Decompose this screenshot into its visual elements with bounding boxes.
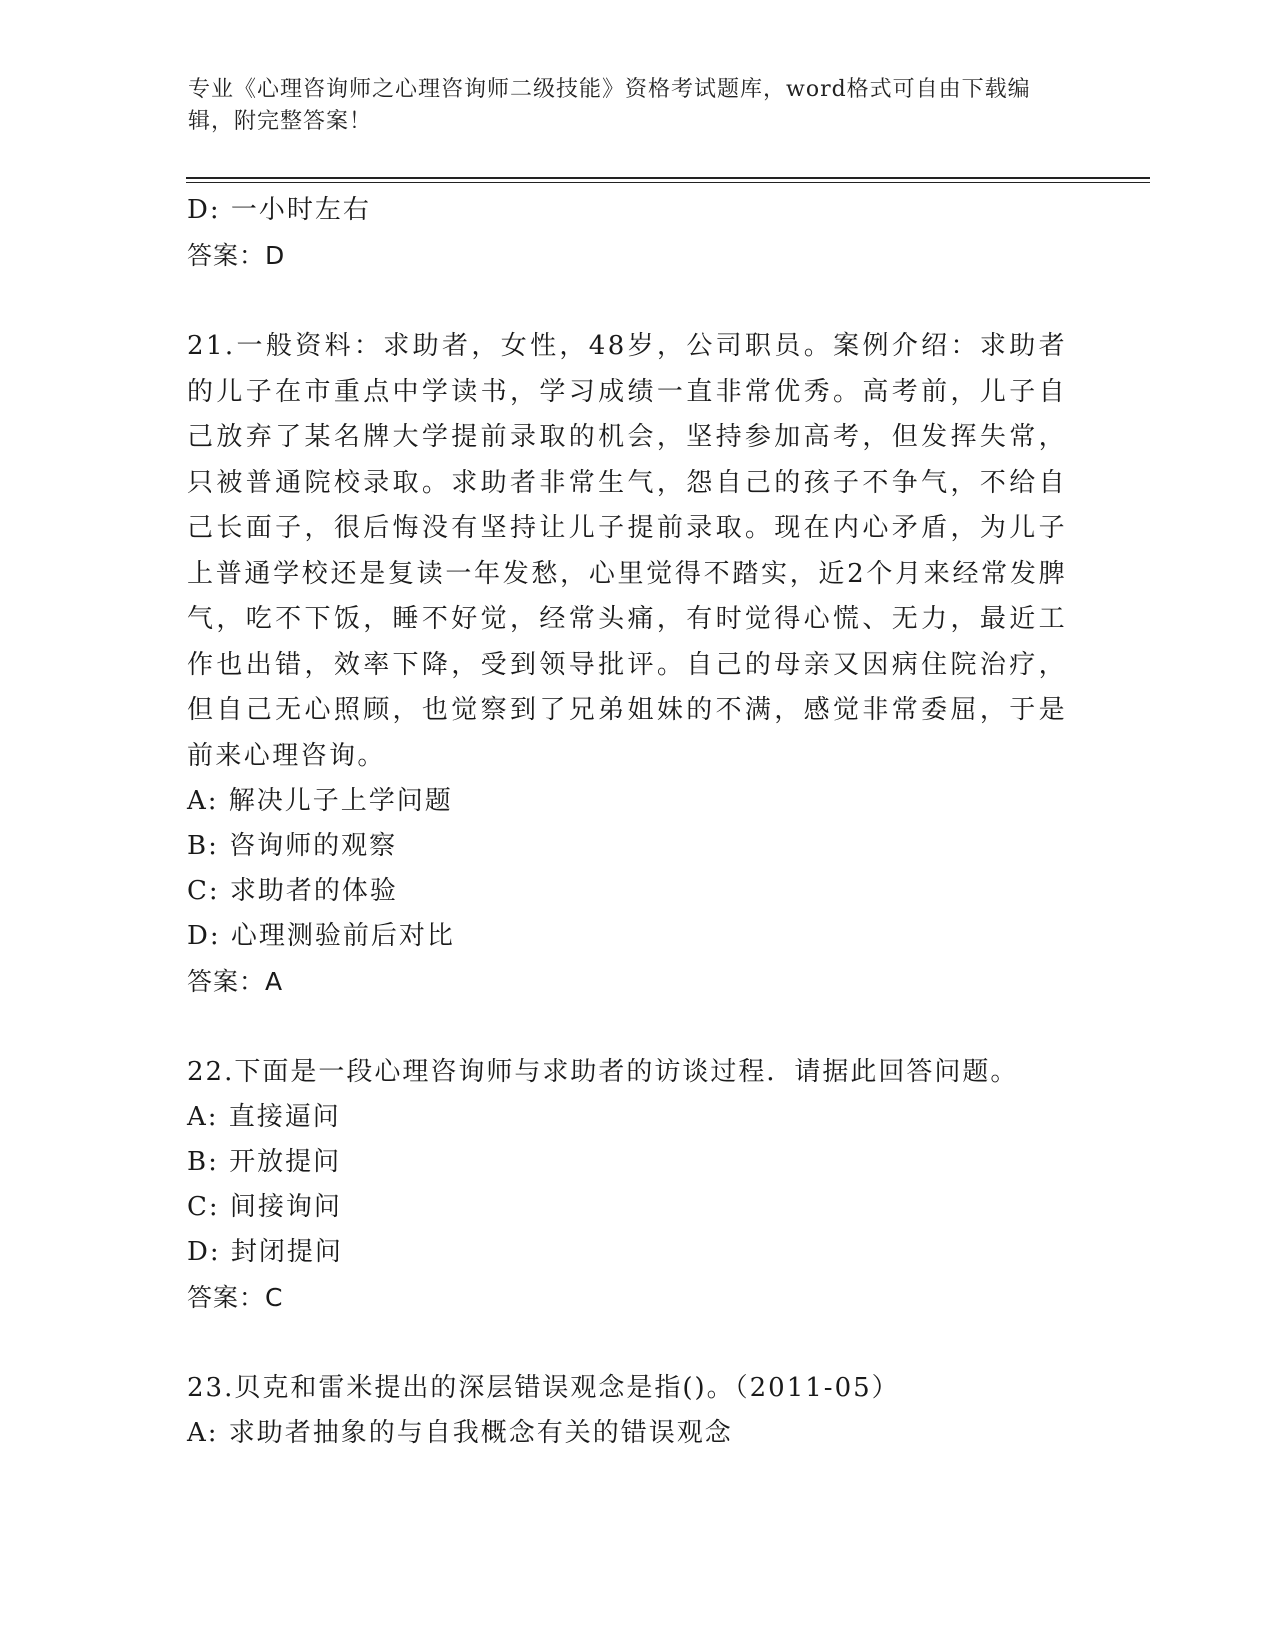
question-22 — [187, 1050, 1087, 1321]
question-content — [187, 188, 1087, 1456]
prev-answer: 答案：D — [187, 241, 286, 270]
question-23-option-a: A: 求助者抽象的与自我概念有关的错误观念 — [187, 1418, 733, 1448]
question-21-option-c: C: 求助者的体验 — [187, 876, 398, 906]
question-21-answer: 答案：A — [187, 967, 284, 996]
question-21 — [187, 324, 1087, 1005]
question-22-option-a: A: 直接逼问 — [187, 1102, 341, 1132]
spacer — [187, 279, 1087, 324]
question-22-stem: 22.下面是一段心理咨询师与求助者的访谈过程．请据此回答问题。 — [187, 1057, 1019, 1087]
question-22-option-c: C: 间接询问 — [187, 1192, 342, 1222]
header-divider-thin — [186, 182, 1150, 183]
spacer — [187, 1005, 1087, 1050]
question-21-option-a: A: 解决儿子上学问题 — [187, 786, 453, 816]
question-22-option-b: B: 开放提问 — [187, 1147, 342, 1177]
prev-option-d: D: 一小时左右 — [187, 195, 371, 225]
question-22-answer: 答案：C — [187, 1283, 284, 1312]
question-21-stem: 21.一般资料：求助者，女性，48岁，公司职员。案例介绍：求助者的儿子在市重点中学读书，学习成绩一直非常优秀。高考前，儿子自己放弃了某名牌大学提前录取的机会，坚持参加高考，但发挥失常，只被普通院校录取。求助者非常生气，怨自己的孩子不争气，不给自己长面子，很后悔没有坚持让儿子提前录取。现在内心矛盾，为儿子上普通学校还是复读一年发愁，心里觉得不踏实，近2个月来经常发脾气，吃不下饭，睡不好觉，经常头痛，有时觉得心慌、无力，最近工作也出错，效率下降，受到领导批评。自己的母亲又因病住院治疗，但自己无心照顾，也觉察到了兄弟姐妹的不满，感觉非常委屈，于是前来心理咨询。 — [187, 331, 1067, 771]
page-header: 专业《心理咨询师之心理咨询师二级技能》资格考试题库，word格式可自由下载编辑，附完整答案！ — [188, 77, 1031, 134]
header-divider-thick — [186, 177, 1150, 179]
question-23 — [187, 1366, 1087, 1456]
question-22-option-d: D: 封闭提问 — [187, 1237, 343, 1267]
spacer — [187, 1321, 1087, 1366]
question-21-option-d: D: 心理测验前后对比 — [187, 921, 455, 951]
question-21-option-b: B: 咨询师的观察 — [187, 831, 398, 861]
question-23-stem: 23.贝克和雷米提出的深层错误观念是指()。（2011-05） — [187, 1373, 900, 1403]
